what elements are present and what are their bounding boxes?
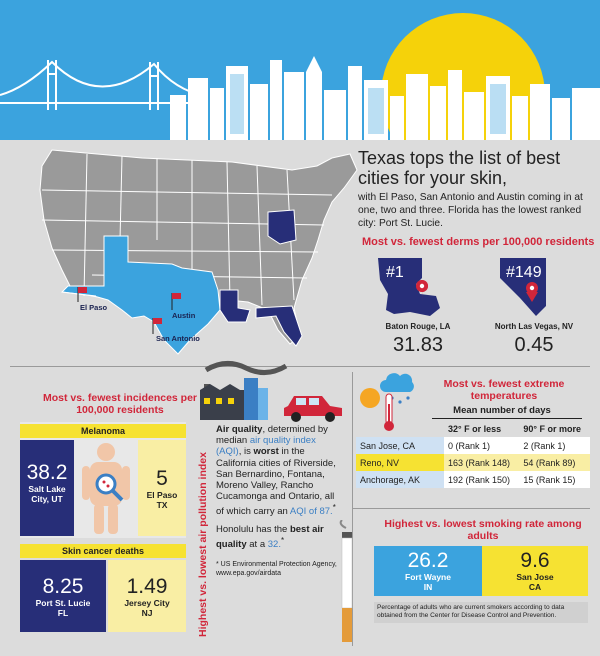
air-vertical-title [190,415,212,637]
headline-subtitle: with El Paso, San Antonio and Austin coming in at one, two and three. Florida has the lowest ranked city: Port St. Lucie. [358,192,583,229]
deaths-most-box [20,560,106,632]
melanoma-most-city: Salt Lake City, UT [28,484,66,504]
deaths-label: Skin cancer deaths [20,544,186,558]
derms-title: Most vs. fewest derms per 100,000 residents [362,236,595,248]
map-label-el-paso: El Paso [80,303,108,312]
headline-title: Texas tops the list of best cities for your skin, [358,148,561,188]
temps-subtitle-rule [432,418,582,419]
smoking-high-value: 26.2 [407,549,449,572]
smoking-high-box [374,546,482,596]
deaths-most-state: FL [57,608,69,618]
air-vertical-title-text: Highest vs. lowest air pollution index [197,452,209,637]
smoking-low-city: San Jose [516,572,554,582]
deaths-fewest-state: NJ [141,608,153,618]
derms-worst-value: 0.45 [514,334,554,356]
factory-car-illustration [196,356,346,422]
temps-col-cold: 32° F or less [448,423,502,434]
derms-best-city: Baton Rouge, LA [385,322,451,331]
cigarette-illustration [334,520,360,646]
deaths-fewest-value: 1.49 [126,575,168,598]
city-skyline-illustration [0,0,600,140]
temps-hot: 2 (Rank 1) [523,440,566,451]
smoking-title: Highest vs. lowest smoking rate among adults [384,518,582,542]
deaths-fewest-city: Jersey City [124,598,170,608]
temps-city: Reno, NV [356,454,444,471]
derms-best-rank: #1 [386,264,404,281]
smoking-high-state: IN [423,582,433,592]
melanoma-fewest-state: TX [156,500,168,510]
sky-banner [0,0,600,140]
air-paragraph-1: Air quality, determined by median air quality index (AQI), is worst in the California cities of Riverside, San Bernardino, Fontana, Moreno Valley, Rancho Cucamonga and Ontario, all of which carry an AQI of 87.* [216,424,336,518]
melanoma-fewest-box [138,440,186,536]
temps-row [356,454,590,471]
temps-title: Most vs. fewest extreme temperatures [443,378,565,402]
ohio-shape [268,210,296,244]
temps-row [356,437,590,454]
temps-cold: 0 (Rank 1) [448,440,491,451]
smoking-low-state: CA [528,582,542,592]
derms-worst-rank: #149 [506,264,542,281]
melanoma-fewest-value: 5 [156,467,168,490]
temps-col-hot: 90° F or more [523,423,581,434]
smoking-note: Percentage of adults who are current smokers according to data obtained from the Center for Disease Control and Prevention. [374,602,588,623]
air-quality-text [216,424,341,578]
melanoma-most-box [20,440,74,536]
temps-subtitle: Mean number of days [453,405,551,416]
temps-row [356,471,590,488]
derms-worst-city: North Las Vegas, NV [494,322,574,331]
melanoma-fewest-city: El Paso [146,490,178,500]
body-figure-icon [78,442,134,536]
air-paragraph-2: Honolulu has the best air quality at a 32.* [216,523,324,551]
melanoma-label: Melanoma [20,424,186,438]
smoking-low-value: 9.6 [520,549,550,572]
map-label-austin: Austin [172,311,196,320]
incidences-title: Most vs. fewest incidences per 100,000 residents [42,392,198,416]
melanoma-most-value: 38.2 [26,461,68,484]
air-footnote: * US Environmental Protection Agency, www.epa.gov/airdata [216,561,337,578]
temps-city: San Jose, CA [356,437,444,454]
us-map [32,140,362,360]
temps-table [356,420,590,488]
deaths-most-value: 8.25 [42,575,84,598]
headline-block [358,148,590,230]
temps-city: Anchorage, AK [356,471,444,488]
deaths-most-city: Port St. Lucie [35,598,91,608]
temps-hot: 15 (Rank 15) [523,474,576,485]
temps-cold: 192 (Rank 150) [448,474,511,485]
temps-cold: 163 (Rank 148) [448,457,511,468]
temps-hot: 54 (Rank 89) [523,457,576,468]
temps-header-row [356,420,590,437]
derms-best-value: 31.83 [392,334,444,356]
section-divider-right [352,508,590,509]
smoking-high-city: Fort Wayne [405,572,451,582]
smoking-low-box [482,546,588,596]
map-label-san-antonio: San Antonio [156,334,200,343]
deaths-fewest-box [108,560,186,632]
